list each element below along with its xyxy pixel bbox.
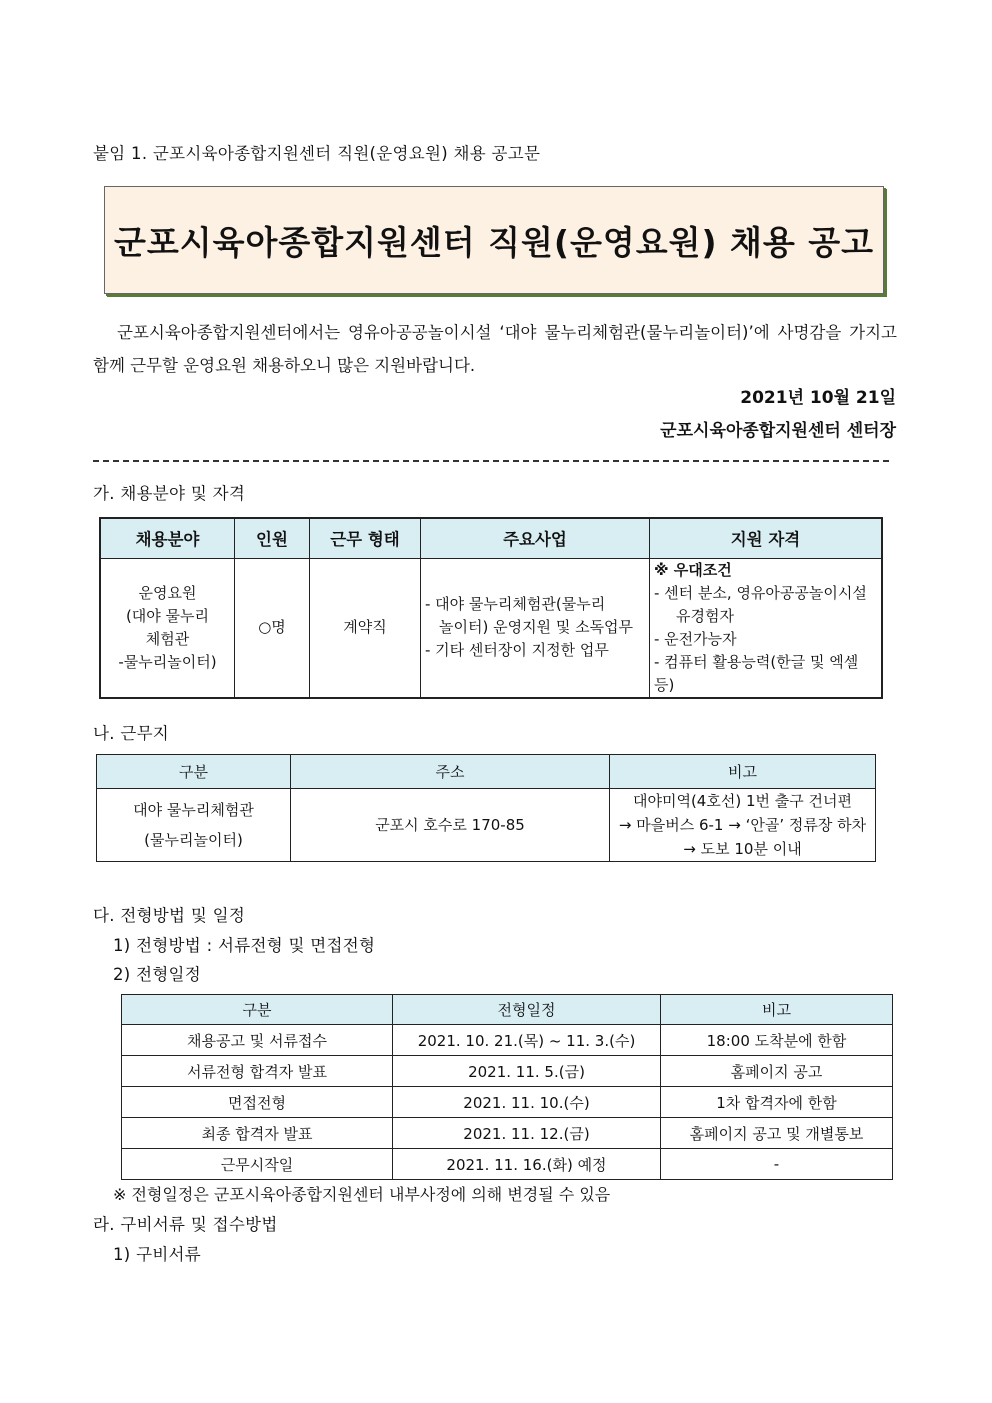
col-header: 주요사업 [421, 518, 650, 558]
place-line: (물누리놀이터) [144, 831, 243, 849]
directions-cell [610, 789, 876, 862]
page-title: 군포시육아종합지원센터 직원(운영요원) 채용 공고 [113, 222, 875, 262]
work-type-cell: 계약직 [310, 558, 421, 698]
col-header: 주소 [291, 755, 610, 789]
place-line: 대야 물누리체험관 [133, 801, 254, 819]
duties-cell [421, 558, 650, 698]
section-ra-heading: 라. 구비서류 및 접수방법 [93, 1215, 278, 1234]
col-header: 채용분야 [100, 518, 235, 558]
duty-line: 놀이터) 운영지원 및 소독업무 [439, 618, 634, 636]
col-header: 비고 [661, 995, 893, 1025]
directions-line: → 도보 10분 이내 [683, 840, 802, 858]
address-cell: 군포시 호수로 170-85 [291, 789, 610, 862]
col-header: 비고 [610, 755, 876, 789]
qualification-line: - 센터 분소, 영유아공공놀이시설 [654, 583, 867, 602]
stage-cell: 면접전형 [122, 1087, 393, 1118]
place-cell [97, 789, 291, 862]
section-na-heading: 나. 근무지 [93, 724, 170, 743]
duty-line: - 기타 센터장이 지정한 업무 [425, 641, 609, 659]
field-line: (대야 물누리 [125, 606, 210, 625]
count-cell: ○명 [235, 558, 310, 698]
remark-cell: 홈페이지 공고 [661, 1056, 893, 1087]
remark-cell: 18:00 도착분에 한함 [661, 1025, 893, 1056]
qualification-cell [650, 558, 883, 698]
table-row [122, 1056, 893, 1087]
duty-line: - 대야 물누리체험관(물누리 [425, 595, 606, 613]
remark-cell: 홈페이지 공고 및 개별통보 [661, 1118, 893, 1149]
qualification-line: - 운전가능자 [654, 629, 737, 648]
intro-paragraph [93, 316, 897, 382]
documents-subheading: 1) 구비서류 [113, 1245, 202, 1264]
field-cell [100, 558, 235, 698]
schedule-label: 2) 전형일정 [113, 965, 202, 984]
date-cell: 2021. 11. 16.(화) 예정 [393, 1149, 661, 1180]
col-header: 구분 [97, 755, 291, 789]
qualification-title: ※ 우대조건 [654, 560, 732, 579]
stage-cell: 최종 합격자 발표 [122, 1118, 393, 1149]
intro-text: 군포시육아종합지원센터에서는 영유아공공놀이시설 ‘대야 물누리체험관(물누리놀이터)’에 사명감을 가지고 함께 근무할 운영요원 채용하오니 많은 지원바랍니다. [93, 323, 897, 375]
table-row [122, 1025, 893, 1056]
remark-cell: 1차 합격자에 한함 [661, 1087, 893, 1118]
recruit-table [99, 517, 883, 699]
table-row [122, 1118, 893, 1149]
col-header: 인원 [235, 518, 310, 558]
stage-cell: 채용공고 및 서류접수 [122, 1025, 393, 1056]
field-line: -물누리놀이터) [118, 652, 217, 671]
signer: 군포시육아종합지원센터 센터장 [660, 421, 896, 441]
col-header: 지원 자격 [650, 518, 883, 558]
schedule-note: ※ 전형일정은 군포시육아종합지원센터 내부사정에 의해 변경될 수 있음 [113, 1185, 611, 1204]
field-line: 운영요원 [138, 583, 197, 602]
attachment-header: 붙임 1. 군포시육아종합지원센터 직원(운영요원) 채용 공고문 [93, 144, 541, 163]
qualification-line: - 컴퓨터 활용능력(한글 및 엑셀 등) [654, 652, 859, 694]
field-line: 체험관 [145, 629, 190, 648]
table-row [122, 1149, 893, 1180]
table-row [122, 1087, 893, 1118]
directions-line: → 마을버스 6-1 → ‘안골’ 정류장 하차 [618, 816, 867, 834]
stage-cell: 근무시작일 [122, 1149, 393, 1180]
date-cell: 2021. 10. 21.(목) ~ 11. 3.(수) [393, 1025, 661, 1056]
remark-cell: - [661, 1149, 893, 1180]
directions-line: 대야미역(4호선) 1번 출구 건너편 [633, 792, 852, 810]
dashed-divider [93, 460, 889, 462]
section-ga-heading: 가. 채용분야 및 자격 [93, 484, 246, 503]
location-table [96, 754, 876, 862]
section-da-heading: 다. 전형방법 및 일정 [93, 906, 246, 925]
qualification-line: 유경험자 [676, 606, 734, 625]
date-cell: 2021. 11. 12.(금) [393, 1118, 661, 1149]
col-header: 구분 [122, 995, 393, 1025]
col-header: 근무 형태 [310, 518, 421, 558]
announcement-date: 2021년 10월 21일 [740, 388, 896, 408]
schedule-table [121, 994, 893, 1180]
title-box [104, 186, 884, 294]
date-cell: 2021. 11. 10.(수) [393, 1087, 661, 1118]
selection-method: 1) 전형방법 : 서류전형 및 면접전형 [113, 936, 376, 955]
date-cell: 2021. 11. 5.(금) [393, 1056, 661, 1087]
col-header: 전형일정 [393, 995, 661, 1025]
stage-cell: 서류전형 합격자 발표 [122, 1056, 393, 1087]
